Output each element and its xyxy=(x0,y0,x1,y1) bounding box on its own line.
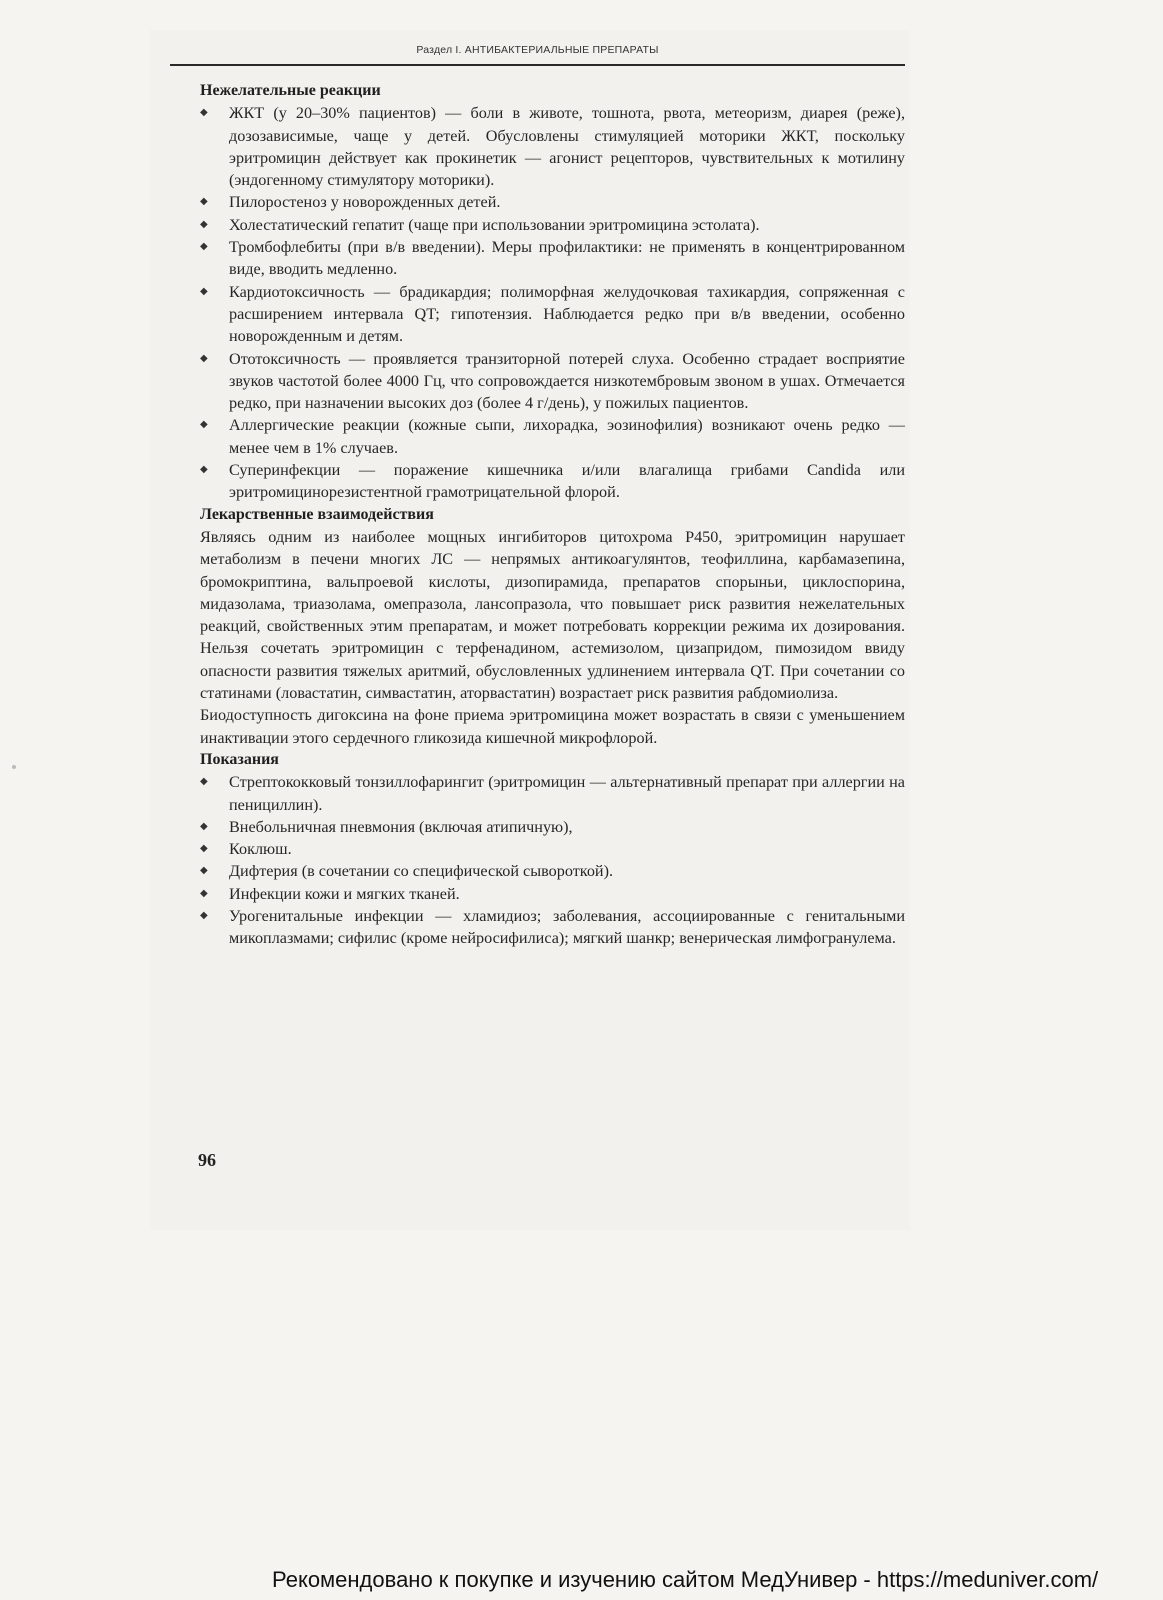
indications-heading: Показания xyxy=(200,750,279,768)
adverse-reactions-heading: Нежелательные реакции xyxy=(200,82,381,99)
page-content xyxy=(200,80,905,950)
list-item: ◆ Аллергические реакции (кожные сыпи, лихорадка, эозинофилия) возникают очень редко — менее чем в 1% случаев. xyxy=(200,416,905,457)
bullet-icon: ◆ xyxy=(200,419,208,431)
list-item: ◆ Кардиотоксичность — брадикардия; полиморфная желудочковая тахикардия, сопряженная с расширением интервала QT; гипотензия. Наблюдается редко при в/в введении, особенно новорожденным и детям. xyxy=(200,282,905,346)
list-item: ◆ Ототоксичность — проявляется транзиторной потерей слуха. Особенно страдает восприятие звуков частотой более 4000 Гц, что сопровождается низкотембровым звоном в ушах. Отмечается редко, при назначении высоких доз (более 4 г/день), у пожилых пациентов. xyxy=(200,349,905,413)
list-item: ◆ Стрептококковый тонзиллофарингит (эритромицин — альтернативный препарат при аллергии на пенициллин). xyxy=(200,773,905,814)
footer-link-text: Рекомендовано к покупке и изучению сайтом МедУнивер - https://meduniver.com/ xyxy=(272,1567,1099,1592)
bullet-icon: ◆ xyxy=(200,887,208,899)
list-item: ◆ Суперинфекции — поражение кишечника и/или влагалища грибами Candida или эритромицинорезистентной грамотрицательной флорой. xyxy=(200,461,905,502)
interactions-paragraph: Биодоступность дигоксина на фоне приема эритромицина может возрастать в связи с уменьшением инактивации этого сердечного гликозида кишечной микрофлорой. xyxy=(200,706,905,747)
adverse-reactions-list xyxy=(200,102,905,503)
list-item: ◆ Дифтерия (в сочетании со специфической сывороткой). xyxy=(200,860,905,882)
bullet-icon: ◆ xyxy=(200,285,208,297)
list-item: ◆ ЖКТ (у 20–30% пациентов) — боли в животе, тошнота, рвота, метеоризм, диарея (реже), дозозависимые, чаще у детей. Обусловлены стимуляцией моторики ЖКТ, поскольку эритромицин действует как прокинетик — агонист рецепторов, чувствительных к мотилину (эндогенному стимулятору моторики). xyxy=(200,104,905,190)
drug-interactions-heading: Лекарственные взаимодействия xyxy=(200,505,434,523)
bullet-icon: ◆ xyxy=(200,820,208,832)
list-item: ◆ Пилоростеноз у новорожденных детей. xyxy=(200,191,905,213)
bullet-icon: ◆ xyxy=(200,843,208,855)
list-item: ◆ Инфекции кожи и мягких тканей. xyxy=(200,883,905,905)
running-head: Раздел I. АНТИБАКТЕРИАЛЬНЫЕ ПРЕПАРАТЫ xyxy=(170,44,905,66)
bullet-icon: ◆ xyxy=(200,352,208,364)
bullet-icon: ◆ xyxy=(200,218,208,230)
interactions-paragraph: Являясь одним из наиболее мощных ингибиторов цитохрома Р450, эритромицин нарушает метаболизм в печени многих ЛС — непрямых антикоагулянтов, теофиллина, карбамазепина, бромокриптина, вальпроевой кислоты, дизопирамида, препаратов спорыньи, циклоспорина, мидазолама, триазолама, омепразола, лансопразола, что повышает риск развития нежелательных реакций, свойственных этим препаратам, и может потребовать коррекции режима их дозирования. Нельзя сочетать эритромицин с терфенадином, астемизолом, цизапридом, пимозидом ввиду опасности развития тяжелых аритмий, обусловленных удлинением интервала QT. При сочетании со статинами (ловастатин, симвастатин, аторвастатин) возрастает риск развития рабдомиолиза. xyxy=(200,527,905,703)
bullet-icon: ◆ xyxy=(200,107,208,119)
scan-speck xyxy=(12,765,16,769)
bullet-icon: ◆ xyxy=(200,776,208,788)
bullet-icon: ◆ xyxy=(200,909,208,921)
page-number: 96 xyxy=(198,1150,216,1170)
bullet-icon: ◆ xyxy=(200,865,208,877)
list-item: ◆ Холестатический гепатит (чаще при использовании эритромицина эстолата). xyxy=(200,214,905,236)
bullet-icon: ◆ xyxy=(200,241,208,253)
indications-list xyxy=(200,771,905,949)
bullet-icon: ◆ xyxy=(200,196,208,208)
bullet-icon: ◆ xyxy=(200,464,208,476)
list-item: ◆ Коклюш. xyxy=(200,838,905,860)
list-item: ◆ Урогенитальные инфекции — хламидиоз; заболевания, ассоциированные с генитальными микоплазмами; сифилис (кроме нейросифилиса); мягкий шанкр; венерическая лимфогранулема. xyxy=(200,906,905,948)
list-item: ◆ Внебольничная пневмония (включая атипичную), xyxy=(200,816,905,838)
list-item: ◆ Тромбофлебиты (при в/в введении). Меры профилактики: не применять в концентрированном виде, вводить медленно. xyxy=(200,238,905,279)
